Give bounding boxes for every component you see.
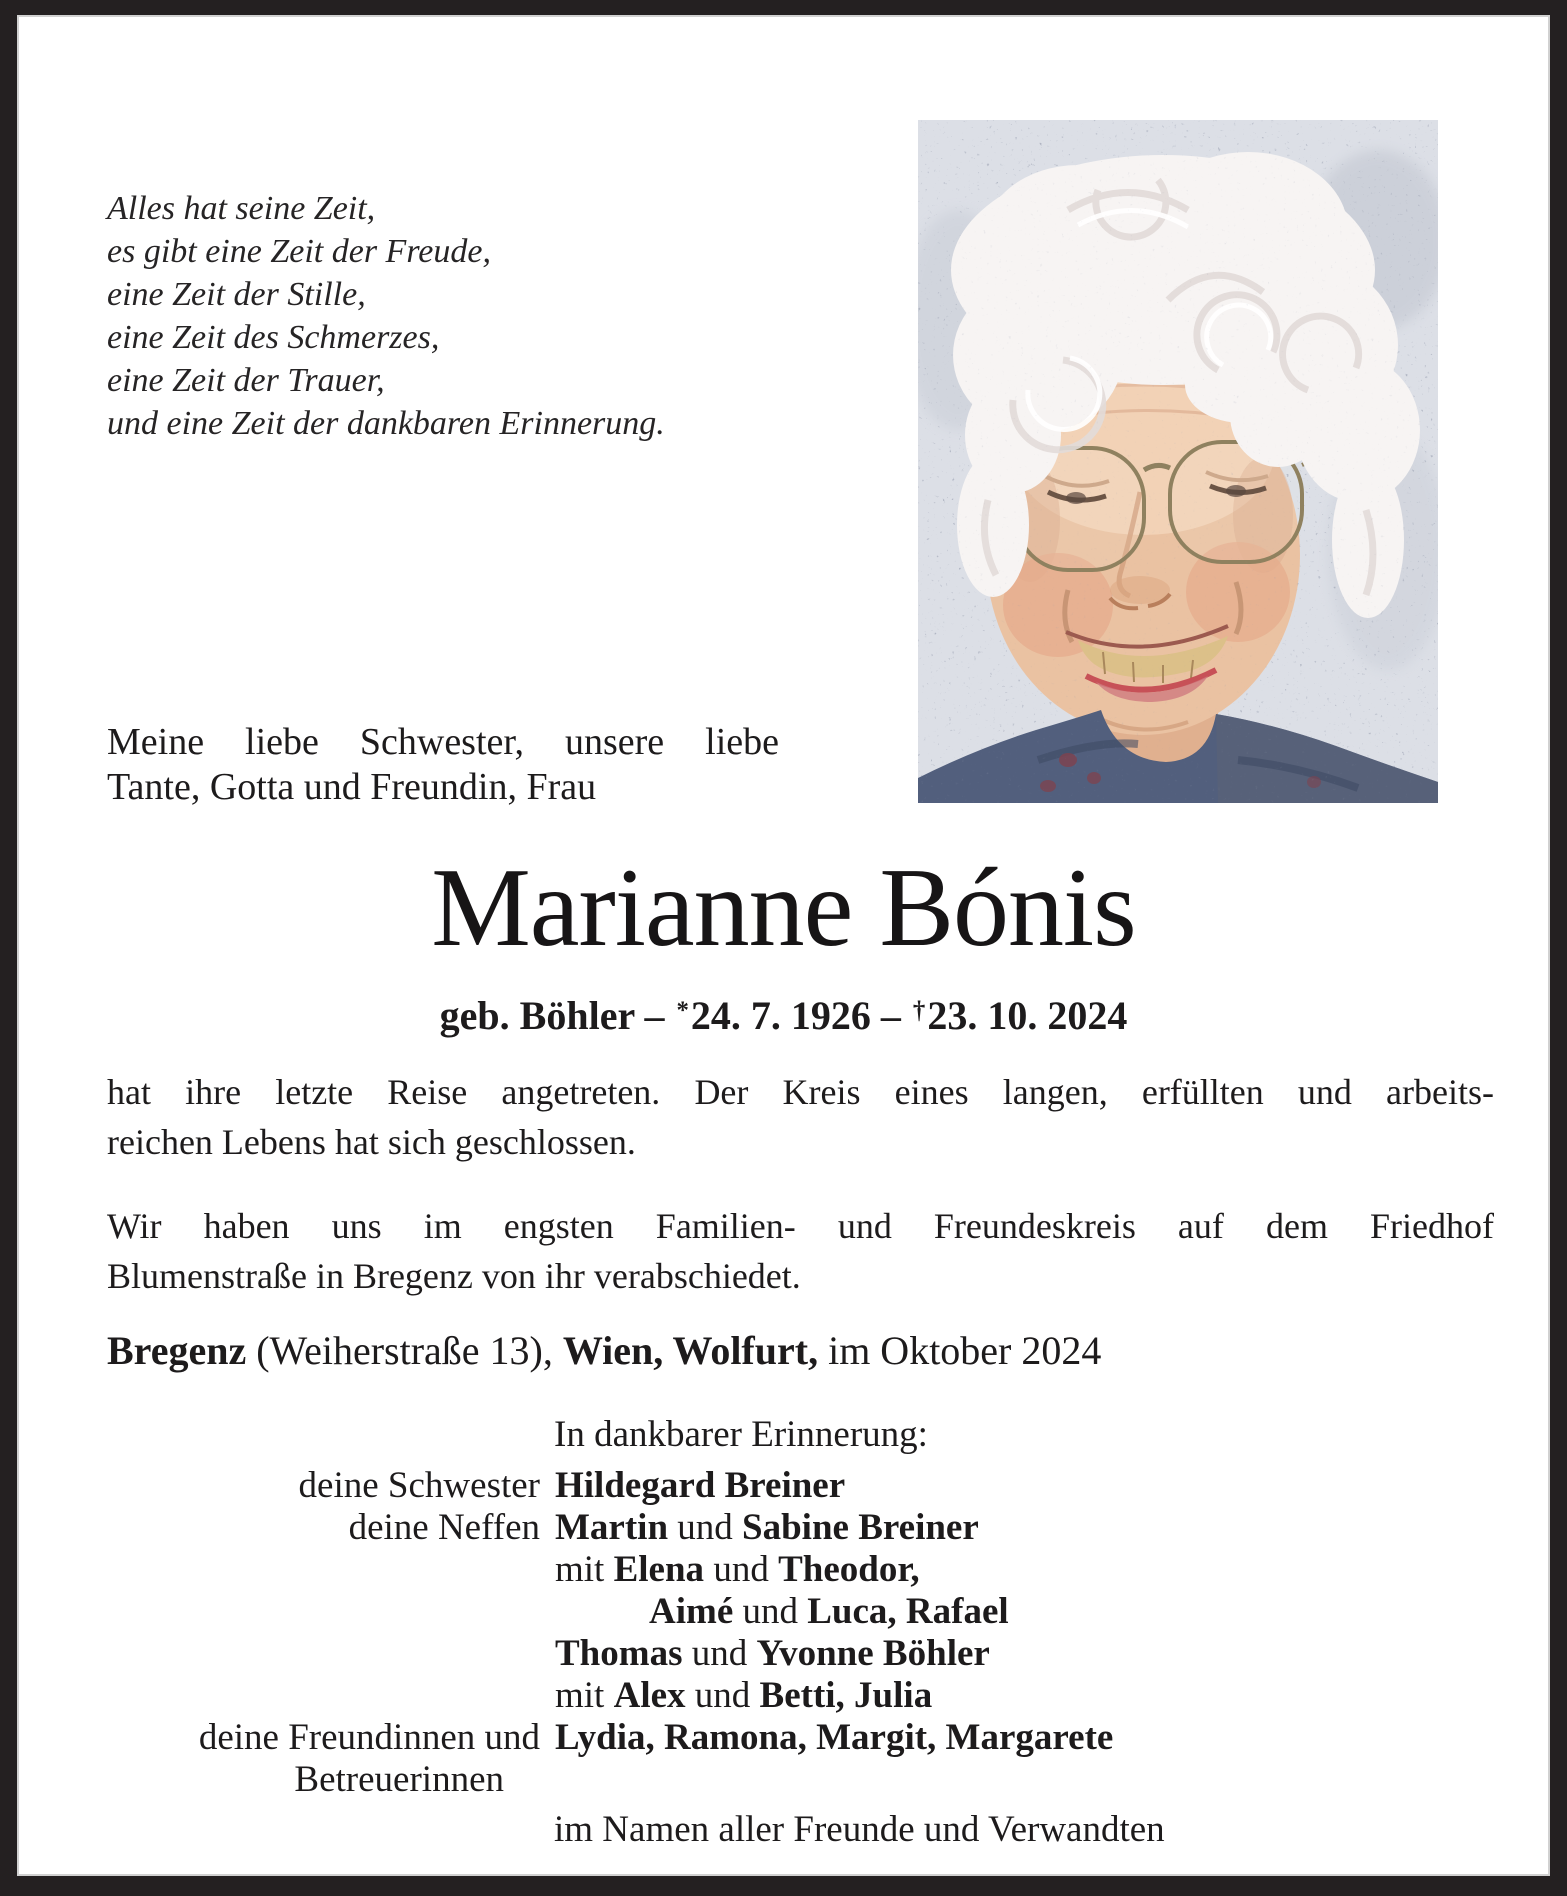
- poem-line: Alles hat seine Zeit,: [107, 190, 376, 227]
- died-symbol: †: [912, 997, 926, 1024]
- poem-text: [107, 187, 807, 445]
- paragraph-line: hat ihre letzte Reise angetreten. Der Kreis eines langen, erfüllten und arbeits-: [107, 1072, 1494, 1112]
- poem-line: eine Zeit der Stille,: [107, 276, 366, 313]
- remembrance-heading: In dankbarer Erinnerung:: [554, 1414, 928, 1455]
- credit-rows: [107, 1465, 1494, 1801]
- obituary-paragraph: [107, 1067, 1494, 1167]
- intro-text: [107, 720, 779, 810]
- credit-row: [107, 1591, 1494, 1633]
- poem-line: eine Zeit der Trauer,: [107, 362, 385, 399]
- birth-death-line: geb. Böhler – *24. 7. 1926 – †23. 10. 2024: [439, 993, 1128, 1039]
- credit-row: [107, 1465, 1494, 1507]
- credit-names: Martin und Sabine Breiner: [555, 1507, 979, 1548]
- credit-names: Aimé und Luca, Rafael: [649, 1591, 1009, 1632]
- credit-names: Thomas und Yvonne Böhler: [555, 1633, 990, 1674]
- poem-line: und eine Zeit der dankbaren Erinnerung.: [107, 405, 665, 442]
- credit-label: deine Freundinnen und: [198, 1717, 540, 1758]
- credit-row: [107, 1507, 1494, 1549]
- born-symbol: *: [676, 997, 689, 1024]
- paragraph-line: reichen Lebens hat sich geschlossen.: [107, 1122, 636, 1162]
- credit-row: [107, 1675, 1494, 1717]
- credit-names: Hildegard Breiner: [555, 1465, 846, 1506]
- credit-names: mit Alex und Betti, Julia: [555, 1675, 933, 1716]
- credit-label: [107, 1633, 540, 1675]
- credit-label: [107, 1549, 540, 1591]
- dateline: Bregenz (Weiherstraße 13), Wien, Wolfurt, im Oktober 2024: [107, 1328, 1102, 1373]
- portrait-photo: [918, 120, 1438, 803]
- paragraph-line: Wir haben uns im engsten Familien- und Freundeskreis auf dem Friedhof: [107, 1206, 1494, 1246]
- farewell-paragraph: [107, 1201, 1494, 1301]
- credit-label: deine Schwester: [298, 1465, 540, 1506]
- credit-names: mit Elena und Theodor,: [555, 1549, 920, 1590]
- credit-row: [107, 1759, 1494, 1801]
- credit-names: [555, 1759, 1494, 1801]
- credit-label: [107, 1591, 540, 1633]
- remembrance-closing: im Namen aller Freunde und Verwandten: [554, 1809, 1165, 1850]
- credit-names: Lydia, Ramona, Margit, Margarete: [555, 1717, 1114, 1758]
- credit-row: [107, 1549, 1494, 1591]
- credit-row: [107, 1717, 1494, 1759]
- credit-label: Betreuerinnen: [294, 1759, 504, 1800]
- credit-row: [107, 1633, 1494, 1675]
- poem-line: es gibt eine Zeit der Freude,: [107, 233, 491, 270]
- intro-line: Tante, Gotta und Freundin, Frau: [107, 766, 597, 808]
- credit-label: [107, 1675, 540, 1717]
- portrait-illustration: [918, 120, 1438, 803]
- poem-line: eine Zeit des Schmerzes,: [107, 319, 440, 356]
- paragraph-line: Blumenstraße in Bregenz von ihr verabschiedet.: [107, 1256, 801, 1296]
- deceased-name: Marianne Bónis: [431, 846, 1136, 970]
- remembrance-section: [107, 1414, 1494, 1851]
- credit-label: deine Neffen: [348, 1507, 540, 1548]
- intro-line: Meine liebe Schwester, unsere liebe: [107, 721, 779, 763]
